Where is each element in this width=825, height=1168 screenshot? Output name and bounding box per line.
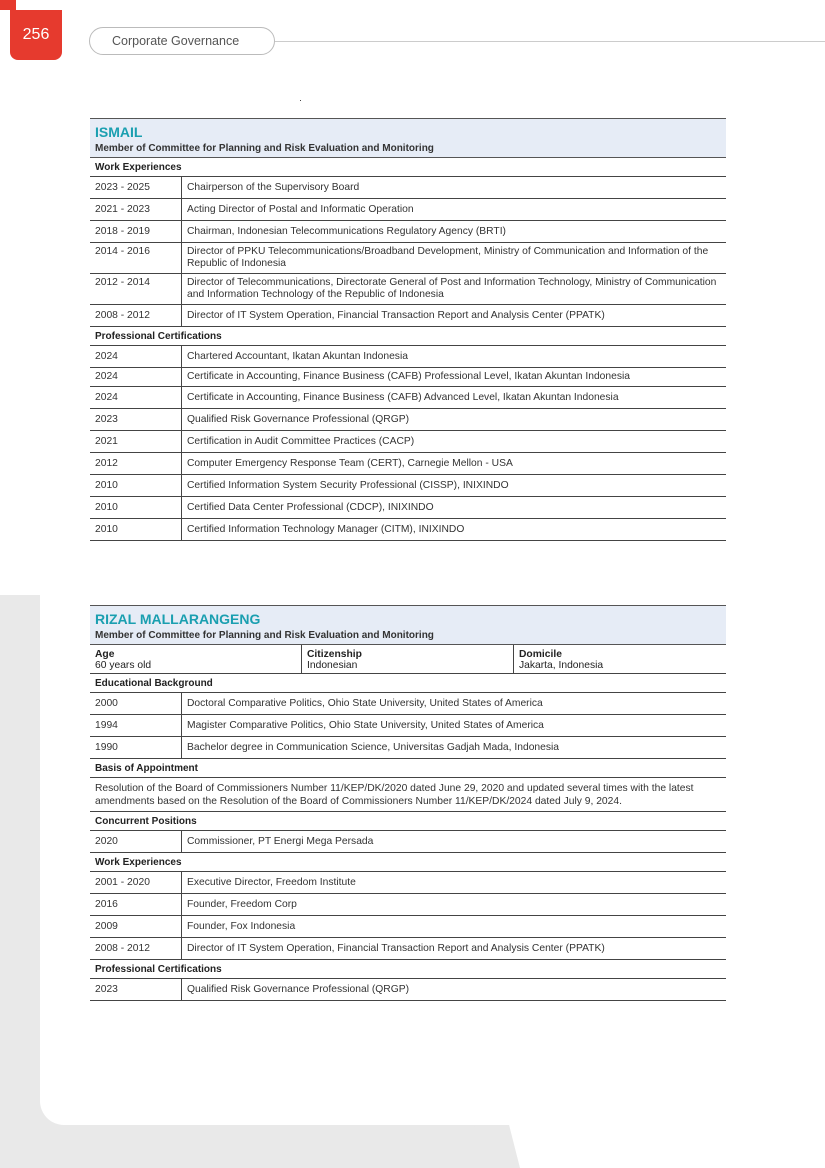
row-description: Qualified Risk Governance Professional (QRGP) bbox=[187, 414, 410, 425]
table-row bbox=[90, 243, 726, 274]
age-cell bbox=[90, 645, 301, 673]
citizenship-value: Indonesian bbox=[307, 660, 358, 671]
table-row bbox=[90, 409, 726, 431]
row-year: 2023 bbox=[90, 979, 182, 1000]
row-year: 2014 - 2016 bbox=[90, 243, 182, 273]
row-description: Doctoral Comparative Politics, Ohio State University, United States of America bbox=[187, 698, 543, 709]
section-title: Corporate Governance bbox=[89, 27, 275, 55]
row-year: 2024 bbox=[90, 387, 182, 408]
row-description: Qualified Risk Governance Professional (QRGP) bbox=[187, 984, 410, 995]
table-row bbox=[90, 737, 726, 759]
row-description: Certified Information System Security Professional (CISSP), INIXINDO bbox=[187, 480, 509, 491]
row-year: 2010 bbox=[90, 519, 182, 540]
page-number: 256 bbox=[10, 10, 62, 60]
profile-header bbox=[90, 605, 726, 645]
age-label: Age bbox=[95, 649, 115, 660]
page-badge-tab bbox=[0, 0, 16, 10]
row-year: 2012 bbox=[90, 453, 182, 474]
table-row bbox=[90, 431, 726, 453]
education-list bbox=[90, 693, 726, 759]
row-year: 2023 - 2025 bbox=[90, 177, 182, 198]
table-row bbox=[90, 894, 726, 916]
row-description: Certified Information Technology Manager (CITM), INIXINDO bbox=[187, 524, 465, 535]
concurrent-positions-list bbox=[90, 831, 726, 853]
row-description: Chairperson of the Supervisory Board bbox=[187, 182, 360, 193]
row-description: Certification in Audit Committee Practices (CACP) bbox=[187, 436, 415, 447]
educational-background-label: Educational Background bbox=[90, 674, 726, 693]
row-year: 2012 - 2014 bbox=[90, 274, 182, 304]
row-year: 2009 bbox=[90, 916, 182, 937]
row-year: 2008 - 2012 bbox=[90, 305, 182, 326]
basis-of-appointment-text: Resolution of the Board of Commissioners Number 11/KEP/DK/2020 dated June 29, 2020 and updated several times with the latest amendments based on the Resolution of the Board of Commissioners Number 11/KEP/DK/2024 dated July 9, 2024. bbox=[90, 778, 726, 812]
professional-certifications-label: Professional Certifications bbox=[90, 960, 726, 979]
profile-ismail bbox=[90, 118, 726, 541]
row-description: Director of Telecommunications, Directorate General of Post and Information Technology, Ministry of Communication and Information Technology of the Republic of Indonesia bbox=[187, 277, 717, 300]
profile-header bbox=[90, 118, 726, 158]
row-year: 2010 bbox=[90, 475, 182, 496]
domicile-label: Domicile bbox=[519, 649, 562, 660]
header-divider bbox=[275, 41, 825, 42]
table-row bbox=[90, 199, 726, 221]
table-row bbox=[90, 497, 726, 519]
row-description: Certificate in Accounting, Finance Business (CAFB) Professional Level, Ikatan Akuntan Indonesia bbox=[187, 371, 631, 382]
profile-role: Member of Committee for Planning and Risk Evaluation and Monitoring bbox=[95, 630, 434, 641]
table-row bbox=[90, 305, 726, 327]
table-row bbox=[90, 938, 726, 960]
domicile-value: Jakarta, Indonesia bbox=[519, 660, 604, 671]
citizenship-cell bbox=[301, 645, 513, 673]
table-row bbox=[90, 368, 726, 387]
row-description: Magister Comparative Politics, Ohio State University, United States of America bbox=[187, 720, 544, 731]
row-year: 2023 bbox=[90, 409, 182, 430]
profile-rizal bbox=[90, 605, 726, 1001]
profile-role: Member of Committee for Planning and Risk Evaluation and Monitoring bbox=[95, 143, 434, 154]
row-description: Executive Director, Freedom Institute bbox=[187, 877, 356, 888]
table-row bbox=[90, 872, 726, 894]
row-year: 2021 - 2023 bbox=[90, 199, 182, 220]
row-year: 1990 bbox=[90, 737, 182, 758]
work-experiences-label: Work Experiences bbox=[90, 158, 726, 177]
row-description: Chartered Accountant, Ikatan Akuntan Indonesia bbox=[187, 351, 408, 362]
row-year: 2000 bbox=[90, 693, 182, 714]
stray-dot bbox=[300, 100, 301, 101]
table-row bbox=[90, 274, 726, 305]
table-row bbox=[90, 715, 726, 737]
certifications-list bbox=[90, 346, 726, 541]
row-year: 2021 bbox=[90, 431, 182, 452]
row-year: 2008 - 2012 bbox=[90, 938, 182, 959]
row-year: 2010 bbox=[90, 497, 182, 518]
row-description: Director of IT System Operation, Financial Transaction Report and Analysis Center (PPATK) bbox=[187, 310, 605, 321]
work-experiences-list bbox=[90, 177, 726, 327]
age-value: 60 years old bbox=[95, 660, 152, 671]
domicile-cell bbox=[513, 645, 726, 673]
row-year: 2020 bbox=[90, 831, 182, 852]
table-row bbox=[90, 387, 726, 409]
row-description: Computer Emergency Response Team (CERT), Carnegie Mellon - USA bbox=[187, 458, 513, 469]
table-row bbox=[90, 916, 726, 938]
profile-name: RIZAL MALLARANGENG bbox=[95, 611, 261, 627]
work-experiences-list bbox=[90, 872, 726, 960]
personal-info-row bbox=[90, 645, 726, 674]
table-row bbox=[90, 453, 726, 475]
table-row bbox=[90, 221, 726, 243]
concurrent-positions-label: Concurrent Positions bbox=[90, 812, 726, 831]
row-description: Acting Director of Postal and Informatic Operation bbox=[187, 204, 414, 215]
row-year: 2024 bbox=[90, 368, 182, 386]
row-description: Founder, Freedom Corp bbox=[187, 899, 297, 910]
row-year: 1994 bbox=[90, 715, 182, 736]
professional-certifications-label: Professional Certifications bbox=[90, 327, 726, 346]
background-shape-bottom bbox=[0, 1125, 520, 1168]
row-description: Commissioner, PT Energi Mega Persada bbox=[187, 836, 374, 847]
row-description: Certificate in Accounting, Finance Business (CAFB) Advanced Level, Ikatan Akuntan Indonesia bbox=[187, 392, 619, 403]
row-description: Director of IT System Operation, Financial Transaction Report and Analysis Center (PPATK) bbox=[187, 943, 605, 954]
table-row bbox=[90, 177, 726, 199]
table-row bbox=[90, 519, 726, 541]
row-year: 2001 - 2020 bbox=[90, 872, 182, 893]
row-year: 2016 bbox=[90, 894, 182, 915]
row-description: Certified Data Center Professional (CDCP), INIXINDO bbox=[187, 502, 434, 513]
row-description: Bachelor degree in Communication Science, Universitas Gadjah Mada, Indonesia bbox=[187, 742, 560, 753]
certifications-list bbox=[90, 979, 726, 1001]
citizenship-label: Citizenship bbox=[307, 649, 362, 660]
row-description: Director of PPKU Telecommunications/Broadband Development, Ministry of Communication and Information of the Republic of Indonesia bbox=[187, 246, 709, 269]
table-row bbox=[90, 346, 726, 368]
row-year: 2018 - 2019 bbox=[90, 221, 182, 242]
table-row bbox=[90, 693, 726, 715]
table-row bbox=[90, 979, 726, 1001]
row-description: Chairman, Indonesian Telecommunications Regulatory Agency (BRTI) bbox=[187, 226, 506, 237]
basis-of-appointment-label: Basis of Appointment bbox=[90, 759, 726, 778]
row-year: 2024 bbox=[90, 346, 182, 367]
row-description: Founder, Fox Indonesia bbox=[187, 921, 296, 932]
profile-name: ISMAIL bbox=[95, 124, 143, 140]
work-experiences-label: Work Experiences bbox=[90, 853, 726, 872]
table-row bbox=[90, 475, 726, 497]
table-row bbox=[90, 831, 726, 853]
